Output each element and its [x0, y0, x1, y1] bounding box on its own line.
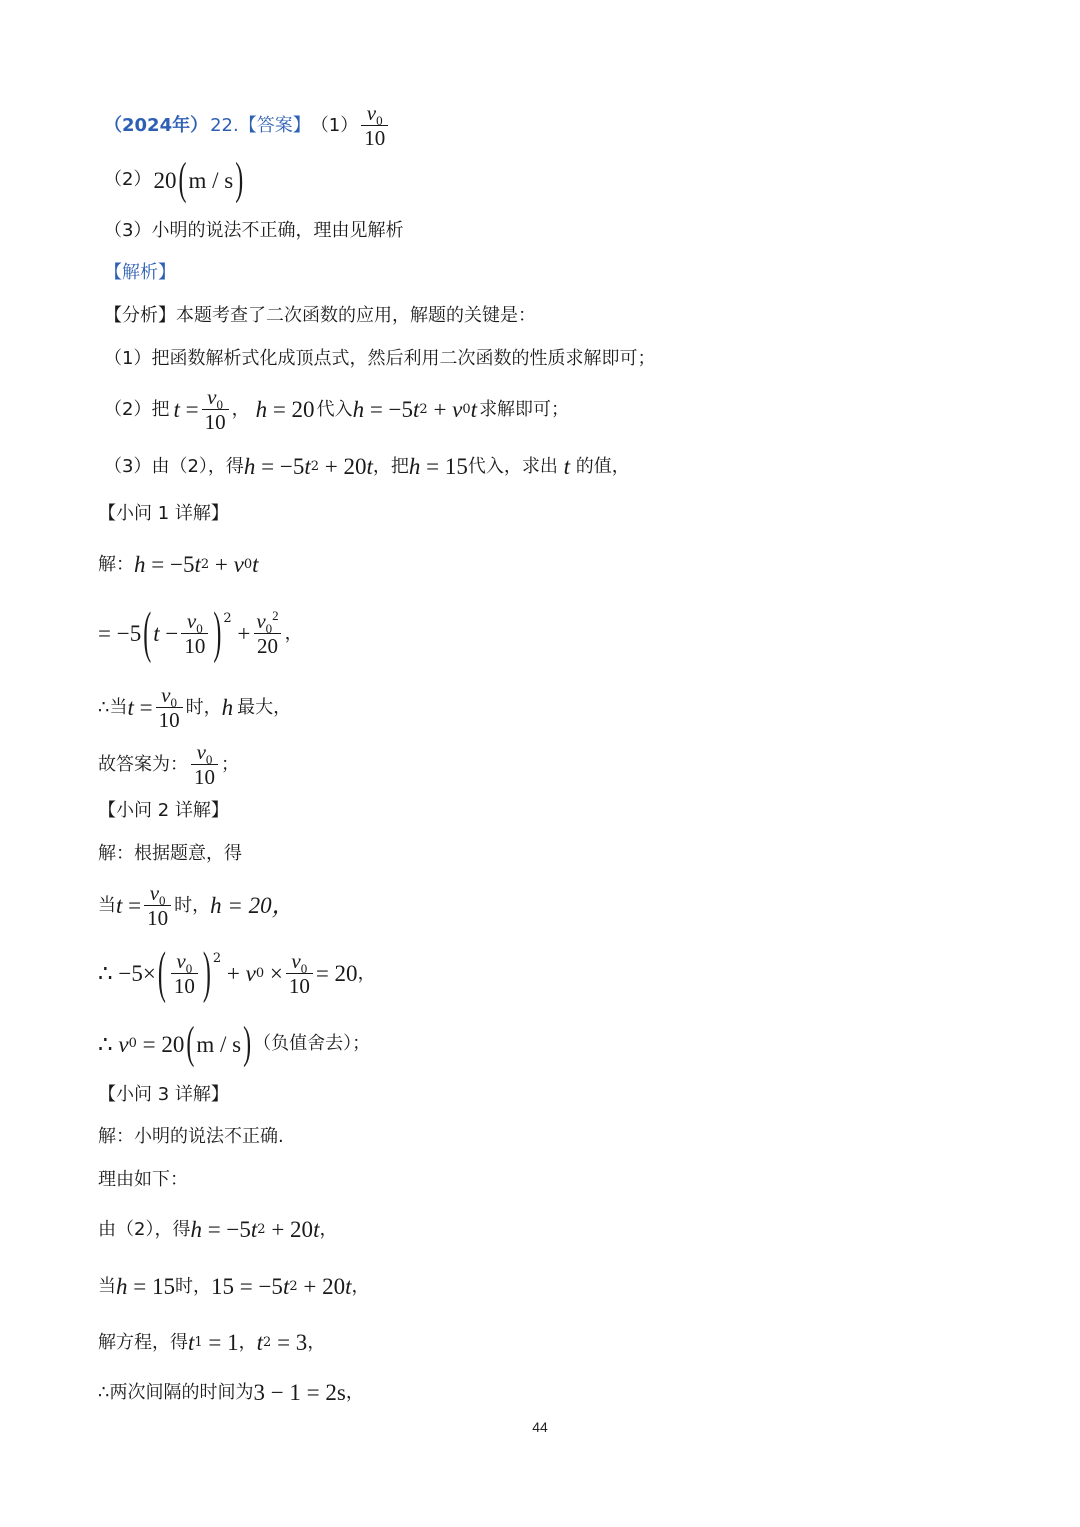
page-number: 44	[532, 1419, 548, 1435]
answer-header-line	[104, 102, 391, 149]
q1-when-max: ∴当 t = $\frac{v_0}{10}$ 时， h 最大，	[98, 683, 292, 733]
part1-prefix: （1）	[310, 114, 359, 136]
question-number: 22.	[210, 114, 239, 136]
q3-solve: 解：小明的说法不正确.	[98, 1126, 284, 1147]
q2-solve: 解：根据题意，得	[98, 843, 242, 864]
q3-when: 当 h = 15 时， 15 = −5 t 2 + 20 t ，	[98, 1274, 370, 1299]
q2-result: ∴ v 0 = 20 ( m / s ) （负值舍去）；	[98, 1019, 371, 1069]
q2-when: 当 t = $\frac{v_0}{10}$ 时， h = 20，	[98, 881, 295, 931]
q3-reason: 理由如下：	[98, 1169, 188, 1190]
analysis-step3: （3）由（2），得 h = −5 t 2 + 20 t ，把 h = 15 代入，求出 t 的值，	[104, 454, 630, 479]
answer-part3: （3）小明的说法不正确，理由见解析	[104, 220, 404, 241]
q1-solve: 解： h = −5 t 2 + v 0 t	[98, 552, 259, 577]
fraction-v0-over-10: $\frac{v_0}{10}$	[202, 386, 229, 433]
q1-answer: 故答案为： $\frac{v_0}{10}$ ；	[98, 740, 239, 790]
analysis-step1: （1）把函数解析式化成顶点式，然后利用二次函数的性质求解即可；	[104, 348, 656, 369]
analysis-intro: 【分析】本题考查了二次函数的应用，解题的关键是：	[104, 305, 536, 326]
answer2-unit: m / s	[188, 167, 234, 193]
analysis-step2: （2）把 t = $\frac{v_0}{10}$ ， h = 20 代入 h = −5 t 2 + v 0 t 求解即可；	[104, 385, 570, 435]
answer-part2: （2） 20 ( m / s )	[104, 155, 244, 205]
analysis-tag: 【解析】	[104, 262, 176, 283]
q1-tag: 【小问 1 详解】	[98, 503, 229, 524]
q1-vertex-form: = −5 ( t − $\frac{v_0}{10}$ ) 2 + $\frac{v_0^2}{20}$ ，	[98, 602, 303, 665]
answer-tag: 【答案】	[238, 114, 311, 136]
fraction-v0-over-10: $\frac{v_0}{10}$	[361, 102, 388, 149]
year-label: （2024年）	[104, 114, 209, 136]
q2-tag: 【小问 2 详解】	[98, 800, 229, 821]
q3-from: 由（2），得 h = −5 t 2 + 20 t ，	[98, 1217, 338, 1242]
q2-equation: ∴ −5× ( $\frac{v_0}{10}$ ) 2 + v 0 × $\frac{v_0}{10}$ = 20 ，	[98, 942, 376, 1005]
answer2-value: 20	[153, 167, 177, 193]
q3-tag: 【小问 3 详解】	[98, 1084, 229, 1105]
q3-interval: ∴两次间隔的时间为 3 − 1 = 2s ，	[98, 1380, 364, 1405]
q3-solve-eq: 解方程，得 t 1 = 1 ， t 2 = 3 ，	[98, 1330, 326, 1355]
